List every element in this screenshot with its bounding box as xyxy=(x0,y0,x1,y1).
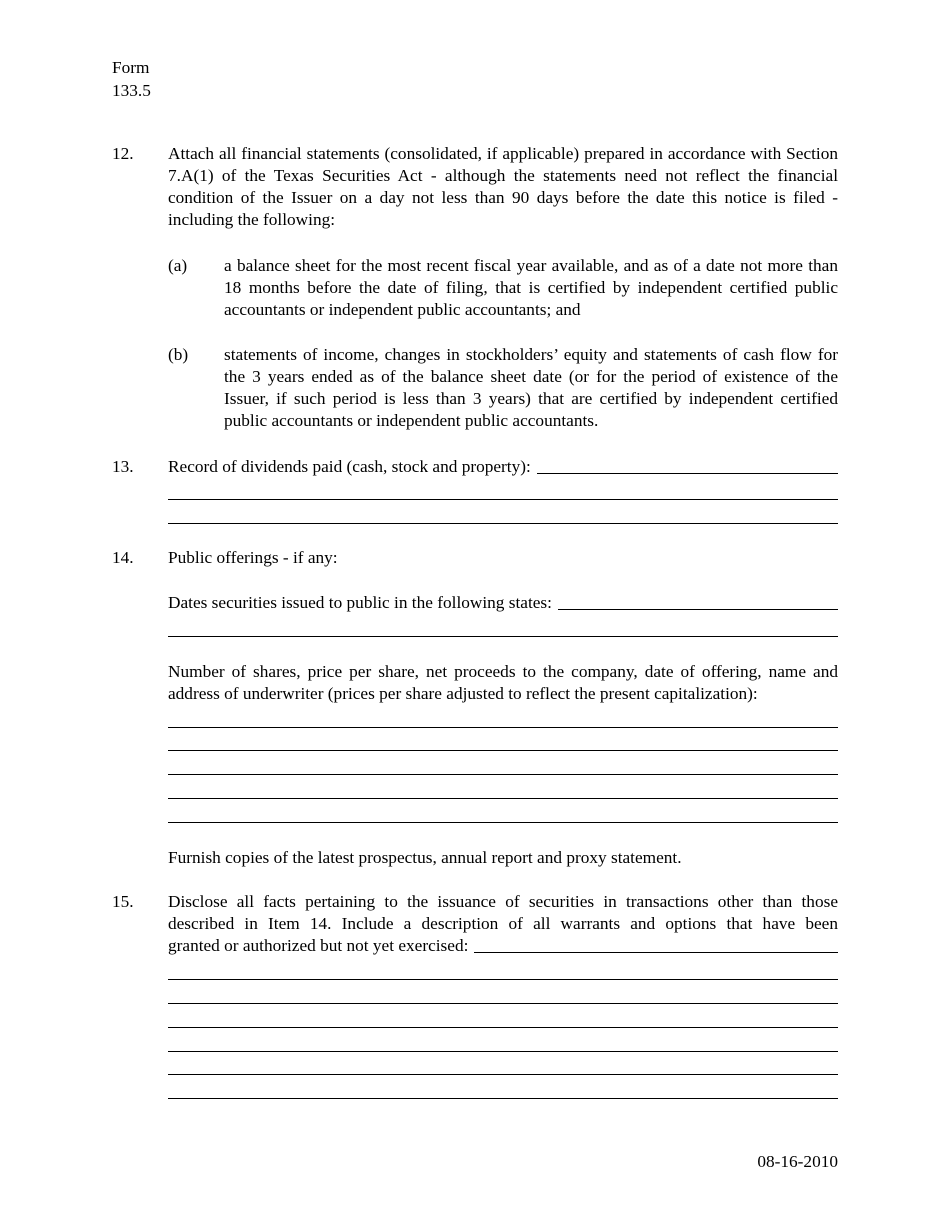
item-15-answer-line-3[interactable] xyxy=(168,1003,838,1004)
item-14-shares-answer-line-5[interactable] xyxy=(168,822,838,823)
item-15-answer-line-5[interactable] xyxy=(168,1051,838,1052)
item-15-answer-line[interactable] xyxy=(474,952,838,953)
item-14-dates-answer-line-2[interactable] xyxy=(168,636,838,637)
item-14-shares-text: Number of shares, price per share, net proceeds to the company, date of offering, name and address of underwriter (prices per share adjusted to reflect the present capitalization): xyxy=(168,662,838,703)
item-13-row xyxy=(168,456,838,478)
item-12b-label: (b) xyxy=(168,345,189,364)
item-14-shares-answer-line-4[interactable] xyxy=(168,798,838,799)
item-13-number: 13. xyxy=(112,457,134,476)
item-13-label: Record of dividends paid (cash, stock and property): xyxy=(168,457,531,476)
item-14-furnish-text: Furnish copies of the latest prospectus, annual report and proxy statement. xyxy=(168,848,682,867)
item-14-shares-answer-line-2[interactable] xyxy=(168,750,838,751)
item-12a-label: (a) xyxy=(168,256,188,275)
item-15-answer-line-6[interactable] xyxy=(168,1074,838,1075)
item-15-text: Disclose all facts pertaining to the issuance of securities in transactions other than those described in Item 14. Include a description of all warrants and options that have been xyxy=(168,892,838,933)
item-14-shares-answer-line-3[interactable] xyxy=(168,774,838,775)
item-14-dates-label: Dates securities issued to public in the following states: xyxy=(168,593,552,612)
item-13-answer-line[interactable] xyxy=(537,473,838,474)
item-15-answer-line-7[interactable] xyxy=(168,1098,838,1099)
item-15-number: 15. xyxy=(112,892,134,911)
item-14-shares-answer-line-1[interactable] xyxy=(168,727,838,728)
form-label: Form xyxy=(112,58,150,77)
item-15-answer-line-4[interactable] xyxy=(168,1027,838,1028)
item-14-dates-answer-line[interactable] xyxy=(558,609,838,610)
item-12-number: 12. xyxy=(112,144,134,163)
item-15-text-tail: granted or authorized but not yet exercised: xyxy=(168,936,469,955)
item-14-number: 14. xyxy=(112,548,134,567)
form-number: 133.5 xyxy=(112,81,151,100)
item-14-title: Public offerings - if any: xyxy=(168,548,338,567)
item-13-answer-line-2[interactable] xyxy=(168,499,838,500)
item-13-answer-line-3[interactable] xyxy=(168,523,838,524)
item-12a-text: a balance sheet for the most recent fiscal year available, and as of a date not more than 18 months before the date of filing, that is certified by independent certified public accountants or independent public accountants; and xyxy=(224,256,838,319)
item-14-dates-row xyxy=(168,592,838,614)
item-12-text: Attach all financial statements (consolidated, if applicable) prepared in accordance with Section 7.A(1) of the Texas Securities Act - although the statements need not reflect the financial condition of the Issuer on a day not less than 90 days before the date this notice is filed - including the following: xyxy=(168,144,838,229)
item-12b-text: statements of income, changes in stockholders’ equity and statements of cash flow for the 3 years ended as of the balance sheet date (or for the period of existence of the Issuer, if such period is less than 3 years) that are certified by independent certified public accountants or independent public accountants. xyxy=(224,345,838,430)
item-15-row xyxy=(168,935,838,957)
footer-date: 08-16-2010 xyxy=(757,1152,838,1171)
item-15-answer-line-2[interactable] xyxy=(168,979,838,980)
